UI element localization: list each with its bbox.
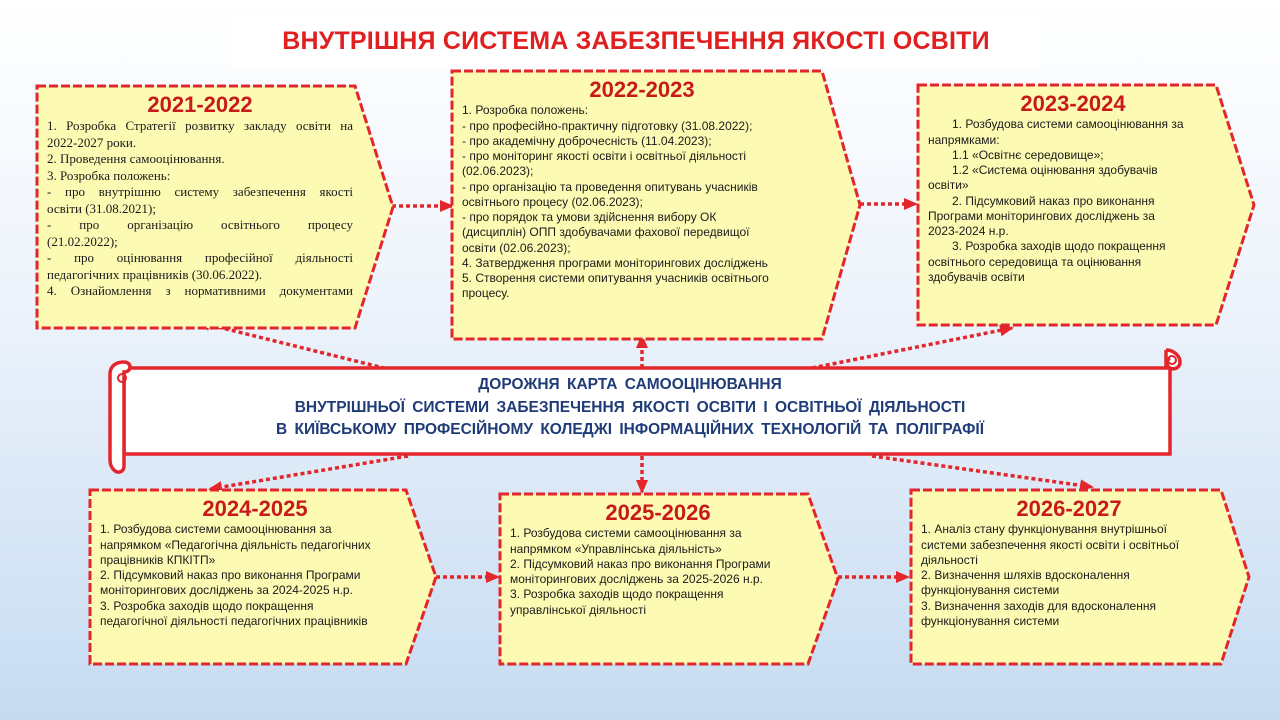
stage-item: освіти (02.06.2023); [462,240,571,255]
stage-item: освітнього процесу (02.06.2023); [462,194,643,209]
stage-item: педагогічної діяльності педагогічних працівників [100,613,368,628]
stage-item: 1. Розбудова системи самооцінювання за [952,117,1184,132]
stage-item: освіти» [928,178,969,193]
stage-item: 3. Розробка заходів щодо покращення [100,598,314,613]
stage-item: 2023-2024 н.р. [928,224,1009,239]
stage-item: 2. Проведення самооцінювання. [47,151,225,167]
stage-year: 2022-2023 [589,77,695,102]
stage-item: - про академічну доброчесність (11.04.2023); [462,133,712,148]
stage-item: 2. Підсумковий наказ про виконання [952,193,1155,208]
stage-item: процесу. [462,286,510,301]
stage-item: 2022-2027 роки. [47,134,137,150]
stage-item: напрямком «Управлінська діяльність» [510,541,722,556]
stage-item: - про професійно-практичну підготовку (31.08.2022); [462,118,753,133]
stage-2021-2022 [37,86,393,328]
stage-2024-2025 [90,490,436,664]
stage-2022-2023 [452,71,860,339]
stage-item: 1. Розбудова системи самооцінювання за [510,526,742,541]
stage-item: Програми моніторингових досліджень за [928,208,1155,223]
stage-item: - про організацію освітнього процесу [47,217,353,233]
stage-item: 4. Затвердження програми моніторингових досліджень [462,255,768,270]
stage-item: 4. Ознайомлення з нормативними документами [47,283,353,299]
stage-item: - про порядок та умови здійснення вибору ОК [462,210,717,225]
stage-item: моніторингових досліджень за 2025-2026 н.р. [510,572,763,587]
stage-item: 1.2 «Система оцінювання здобувачів [952,163,1158,178]
stage-item: напрямками: [928,132,1000,147]
stage-item: 1. Розробка Стратегії розвитку закладу освіти на [47,118,353,134]
stage-item: 3. Визначення заходів для вдосконалення [921,598,1156,613]
stage-item: здобувачів освіти [928,269,1025,284]
stage-item: (21.02.2022); [47,233,118,249]
stage-year: 2025-2026 [605,500,711,525]
stage-year: 2024-2025 [202,496,308,521]
stage-item: 3. Розробка положень: [47,167,171,183]
stage-item: педагогічних працівників (30.06.2022). [47,266,263,282]
stage-item: системи забезпечення якості освіти і освітньої [921,537,1180,552]
stage-item: освіти (31.08.2021); [47,200,157,216]
stage-year: 2026-2027 [1016,496,1122,521]
roadmap-title-line-3: В КИЇВСЬКОМУ ПРОФЕСІЙНОМУ КОЛЕДЖІ ІНФОРМАЦІЙНИХ ТЕХНОЛОГІЙ ТА ПОЛІГРАФІЇ [276,421,984,439]
stage-item: - про оцінювання професійної діяльності [47,250,353,266]
page-title-box [232,16,1040,66]
stage-2026-2027 [911,490,1249,664]
stage-item: 1. Розробка положень: [462,103,589,118]
stage-item: управлінської діяльності [510,602,647,617]
stage-2025-2026 [500,494,838,664]
stage-item: працівників КПКІТП» [100,552,216,567]
stage-item: 2. Визначення шляхів вдосконалення [921,568,1130,583]
stage-item: - про організацію та проведення опитувань учасників [462,179,758,194]
stage-item: - про внутрішню систему забезпечення якості [47,184,353,200]
stage-item: - про моніторинг якості освіти і освітньої діяльності [462,149,747,164]
stage-item: (дисциплін) ОПП здобувачами фахової передвищої [462,225,750,240]
stage-item: 1. Розбудова системи самооцінювання за [100,522,332,537]
stage-item: 5. Створення системи опитування учасників освітнього [462,270,769,285]
stage-item: (02.06.2023); [462,164,534,179]
stage-item: діяльності [921,552,978,567]
stage-item: 3. Розробка заходів щодо покращення [510,587,724,602]
stage-year: 2023-2024 [1020,91,1126,116]
stage-item: функціонування системи [921,583,1060,598]
stage-item: 1.1 «Освітнє середовище»; [952,147,1104,162]
page-title: ВНУТРІШНЯ СИСТЕМА ЗАБЕЗПЕЧЕННЯ ЯКОСТІ ОСВІТИ [282,26,990,55]
stage-item: функціонування системи [921,613,1060,628]
stage-2023-2024 [918,85,1254,325]
roadmap-banner [104,350,1186,474]
stage-item: 2. Підсумковий наказ про виконання Програми [100,568,361,583]
stage-year: 2021-2022 [147,92,253,117]
stage-item: 1. Аналіз стану функціонування внутрішньої [921,522,1167,537]
roadmap-title-line-1: ДОРОЖНЯ КАРТА САМООЦІНЮВАННЯ [478,376,782,393]
stage-item: 3. Розробка заходів щодо покращення [952,239,1166,254]
stage-item: моніторингових досліджень за 2024-2025 н.р. [100,583,353,598]
stage-item: 2. Підсумковий наказ про виконання Програми [510,556,771,571]
stage-item: освітнього середовища та оцінювання [928,254,1142,269]
stage-item: напрямком «Педагогічна діяльність педагогічних [100,537,371,552]
roadmap-title-line-2: ВНУТРІШНЬОЇ СИСТЕМИ ЗАБЕЗПЕЧЕННЯ ЯКОСТІ ОСВІТИ І ОСВІТНЬОЇ ДІЯЛЬНОСТІ [294,398,966,416]
